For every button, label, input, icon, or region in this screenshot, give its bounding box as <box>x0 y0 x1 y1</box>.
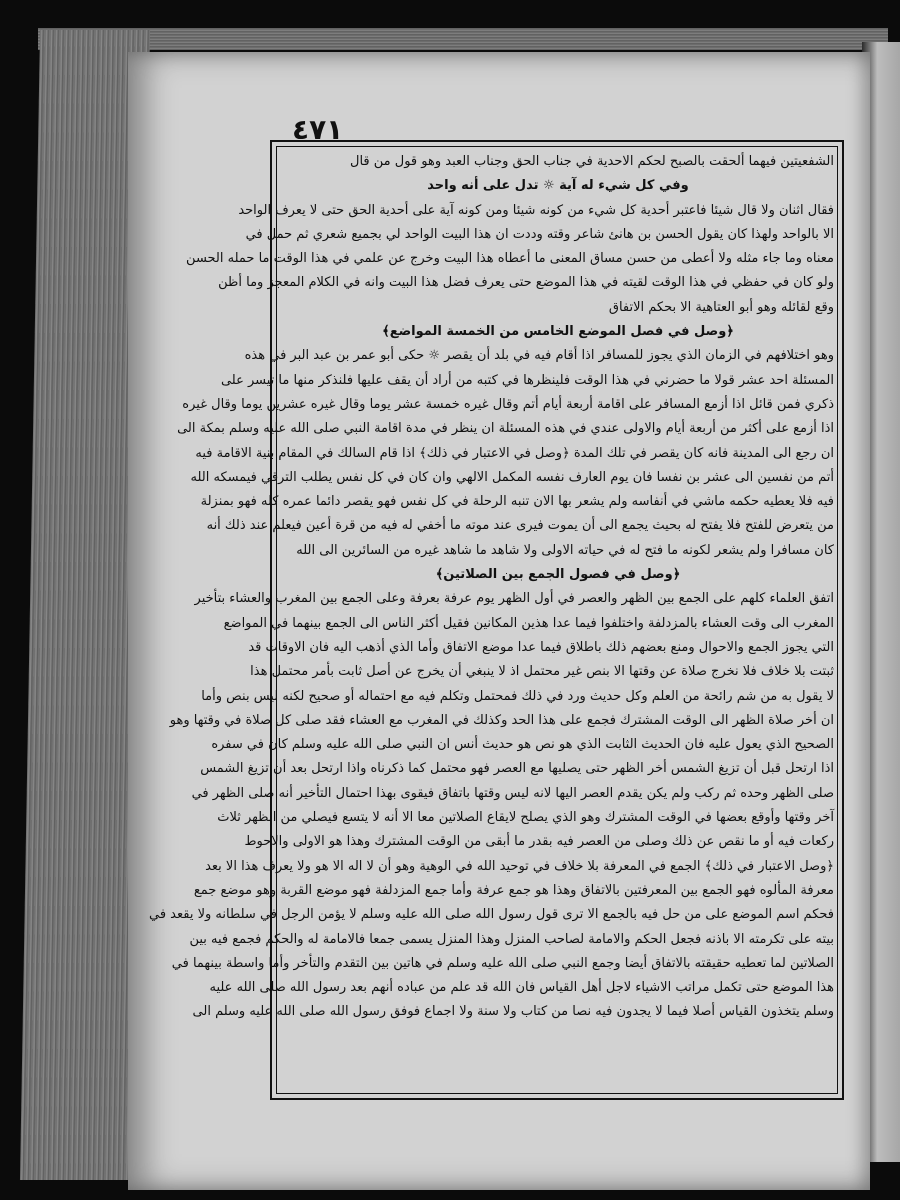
book-top-edge <box>38 28 888 50</box>
text-line: ولو كان في حفظي في هذا الوقت لقيته في هذا الموضع حتى يعرف فضل هذا البيت وانه في الكلام المعجز وما أظن <box>218 275 834 291</box>
text-line: فقال اثنان ولا قال شيئا فاعتبر أحدية كل شيء من كونه شيئا ومن كونه آية على أحدية الحق حتى لا يعرف الواحد <box>238 202 834 218</box>
text-line: الا بالواحد ولهذا كان يقول الحسن بن هانئ شاعر وقته وددت ان هذا البيت الواحد لي بجميع شعري ثم حمل في <box>245 226 834 242</box>
text-line: صلى الظهر وحده ثم ركب ولم يكن يقدم العصر اليها لانه ليس وقتها باتفاق فيقوى بهذا احتمال التأخير أنه صلى الظهر في <box>191 785 834 801</box>
text-line: وهو اختلافهم في الزمان الذي يجوز للمسافر اذا أقام فيه في بلد أن يقصر ☼ حكى أبو عمر بن عبد البر في هذه <box>244 348 834 364</box>
page-number: ٤٧١ <box>292 113 344 146</box>
text-line: فحكم اسم الموضع على من حل فيه بالجمع الا ترى قول رسول الله صلى الله عليه وسلم لا يؤمن الرجل في سلطانه ولا يقعد في <box>148 907 834 923</box>
text-line: المغرب الى وقت العشاء بالمزدلفة واختلفوا فيما عدا هذين المكانين فقيل أكثر الناس الى الجمع بينهما في المواضع <box>223 615 834 631</box>
text-line: الصحيح الذي يعول عليه فان الحديث الثابت الذي هو نص هو حديث أنس ان النبي صلى الله عليه وسلم كان في سفره <box>211 737 834 753</box>
text-block <box>148 150 834 1090</box>
text-line: ذكري فمن قائل اذا أزمع المسافر على اقامة أربعة أيام أتم وقال غيره خمسة عشر يوما وقال غيره عشرين يوما وقال غيره <box>182 396 834 412</box>
section-heading: ﴿وصل في فصول الجمع بين الصلاتين﴾ <box>435 567 681 583</box>
text-line: ركعات فيه أو ما نقص عن ذلك وصلى من العصر فيه بقدر ما أبقى من الوقت المشترك وهذا هو الاولى والاحوط <box>244 834 834 850</box>
text-line: اذا أزمع على أكثر من أربعة أيام والاولى عندي في هذه المسئلة ان ينظر في مدة اقامة النبي صلى الله عليه وسلم بمكة الى <box>177 421 834 437</box>
section-heading: ﴿وصل في فصل الموضع الخامس من الخمسة المواضع﴾ <box>382 324 734 340</box>
text-line: آخر وقتها وأوقع بعضها في الوقت المشترك وهو الذي يصلح لايقاع الصلاتين معا الا أنه لا يتسع فيصلي من الظهر ثلاث <box>217 810 834 826</box>
text-line: ﴿وصل الاعتبار في ذلك﴾ الجمع في المعرفة بلا خلاف في توحيد الله في الوهية وهو أن لا اله الا هو ولا يعرف هذا الا بعد <box>205 858 834 874</box>
text-line: المسئلة احد عشر قولا ما حضرني في هذا الوقت فلينظرها في كتبه من أراد أن يقف عليها فلنذكر منها ما تيسر على <box>220 372 834 388</box>
text-line: بيته على تكرمته الا باذنه فجعل الحكم والامامة لصاحب المنزل وهذا المنزل يسمى جمعا فالامامة له والحكم فجمع فيه بين <box>189 931 834 947</box>
text-line: اذا ارتحل قبل أن تزيغ الشمس أخر الظهر حتى يصليها مع العصر فهو محتمل كما ذكرناه واذا ارتحل بعد أن تزيغ الشمس <box>200 761 834 777</box>
section-heading: وفي كل شيء له آية ☼ تدل على أنه واحد <box>427 178 689 194</box>
text-line: معناه وما جاء مثله ولا أعطى من حسن مساق المعنى ما أعطاه هذا البيت وخرج عن علمي في هذا الوقت ما حمله الحسن <box>186 251 834 267</box>
text-line: اتفق العلماء كلهم على الجمع بين الظهر والعصر في أول الظهر يوم عرفة بعرفة وعلى الجمع بين المغرب والعشاء بتأخير <box>194 591 834 607</box>
text-line: ان رجع الى المدينة فانه كان يقصر في تلك المدة ﴿وصل في الاعتبار في ذلك﴾ اذا قام السالك في المقام بنية الاقامة فيه <box>195 445 834 461</box>
text-line: لا يقول به من شم رائحة من العلم وكل حديث ورد في ذلك فمحتمل وتكلم فيه مع احتماله أو صحيح لكنه ليس بنص وأما <box>201 688 834 704</box>
text-line: من يتعرض للفتح فلا يفتح له بحيث يجمع الى أن يموت فيرى عند موته ما أخفي له فيه من قرة أعين فيعلم عند ذلك أنه <box>206 518 834 534</box>
text-line: ان أخر صلاة الظهر الى الوقت المشترك فجمع على هذا الحد وكذلك في المغرب مع العشاء فقد صلى كل صلاة في وقتها وهو <box>169 712 834 728</box>
text-line: التي يجوز الجمع والاحوال ومنع بعضهم ذلك باطلاق فيما عدا موضع الاتفاق وأما الذي أذهب اليه فان الاوقات قد <box>248 639 834 655</box>
text-line: وسلم يتخذون القياس أصلا فيما لا يجدون فيه نصا من كتاب ولا سنة ولا اجماع فوفق رسول الله صلى الله عليه وسلم الى <box>192 1004 834 1020</box>
text-line: وقع لقائله وهو أبو العتاهية الا بحكم الاتفاق <box>608 299 834 315</box>
text-line: كان مسافرا ولم يشعر لكونه ما فتح له في حياته الاولى ولا شاهد ما شاهد غيره من السائرين الى الله <box>296 542 834 558</box>
text-line: ثبتت بلا خلاف فلا نخرج صلاة عن وقتها الا بنص غير محتمل اذ لا ينبغي أن يخرج عن أصل ثابت بأمر محتمل هذا <box>250 664 834 680</box>
text-line: هذا الموضع حتى تكمل مراتب الاشياء لاجل أهل القياس فان الله قد علم من عباده أنهم بعد رسول الله صلى الله عليه <box>209 980 834 996</box>
text-line: فيه فلا يعطيه حكمه ماشي في أنفاسه ولم يشعر بها الان تنبه الرحلة في كل نفس فهو يقصر دائما عمره كله فهو بمنزلة <box>200 494 834 510</box>
text-line: الشفعيتين فيهما ألحقت بالصبح لحكم الاحدية في جناب الحق وجناب العبد وهو قول من قال <box>350 154 834 169</box>
text-line: أتم من نفسين الى عشر بن نفسا فان يوم العارف نفسه المكمل الالهي وان كان في كل نفس يطلب الترقي فيمسكه الله <box>190 469 834 485</box>
text-line: معرفة المألوه فهو الجمع بين المعرفتين بالاتفاق وهذا هو جمع عرفة وأما جمع المزدلفة فهو موضع القربة وهو موضع جمع <box>193 882 834 898</box>
text-line: الصلاتين لما تعطيه حقيقته بالاتفاق أيضا وجمع النبي صلى الله عليه وسلم في هاتين بين التقدم والتأخر وأما واسطة بينهما في <box>171 955 834 971</box>
